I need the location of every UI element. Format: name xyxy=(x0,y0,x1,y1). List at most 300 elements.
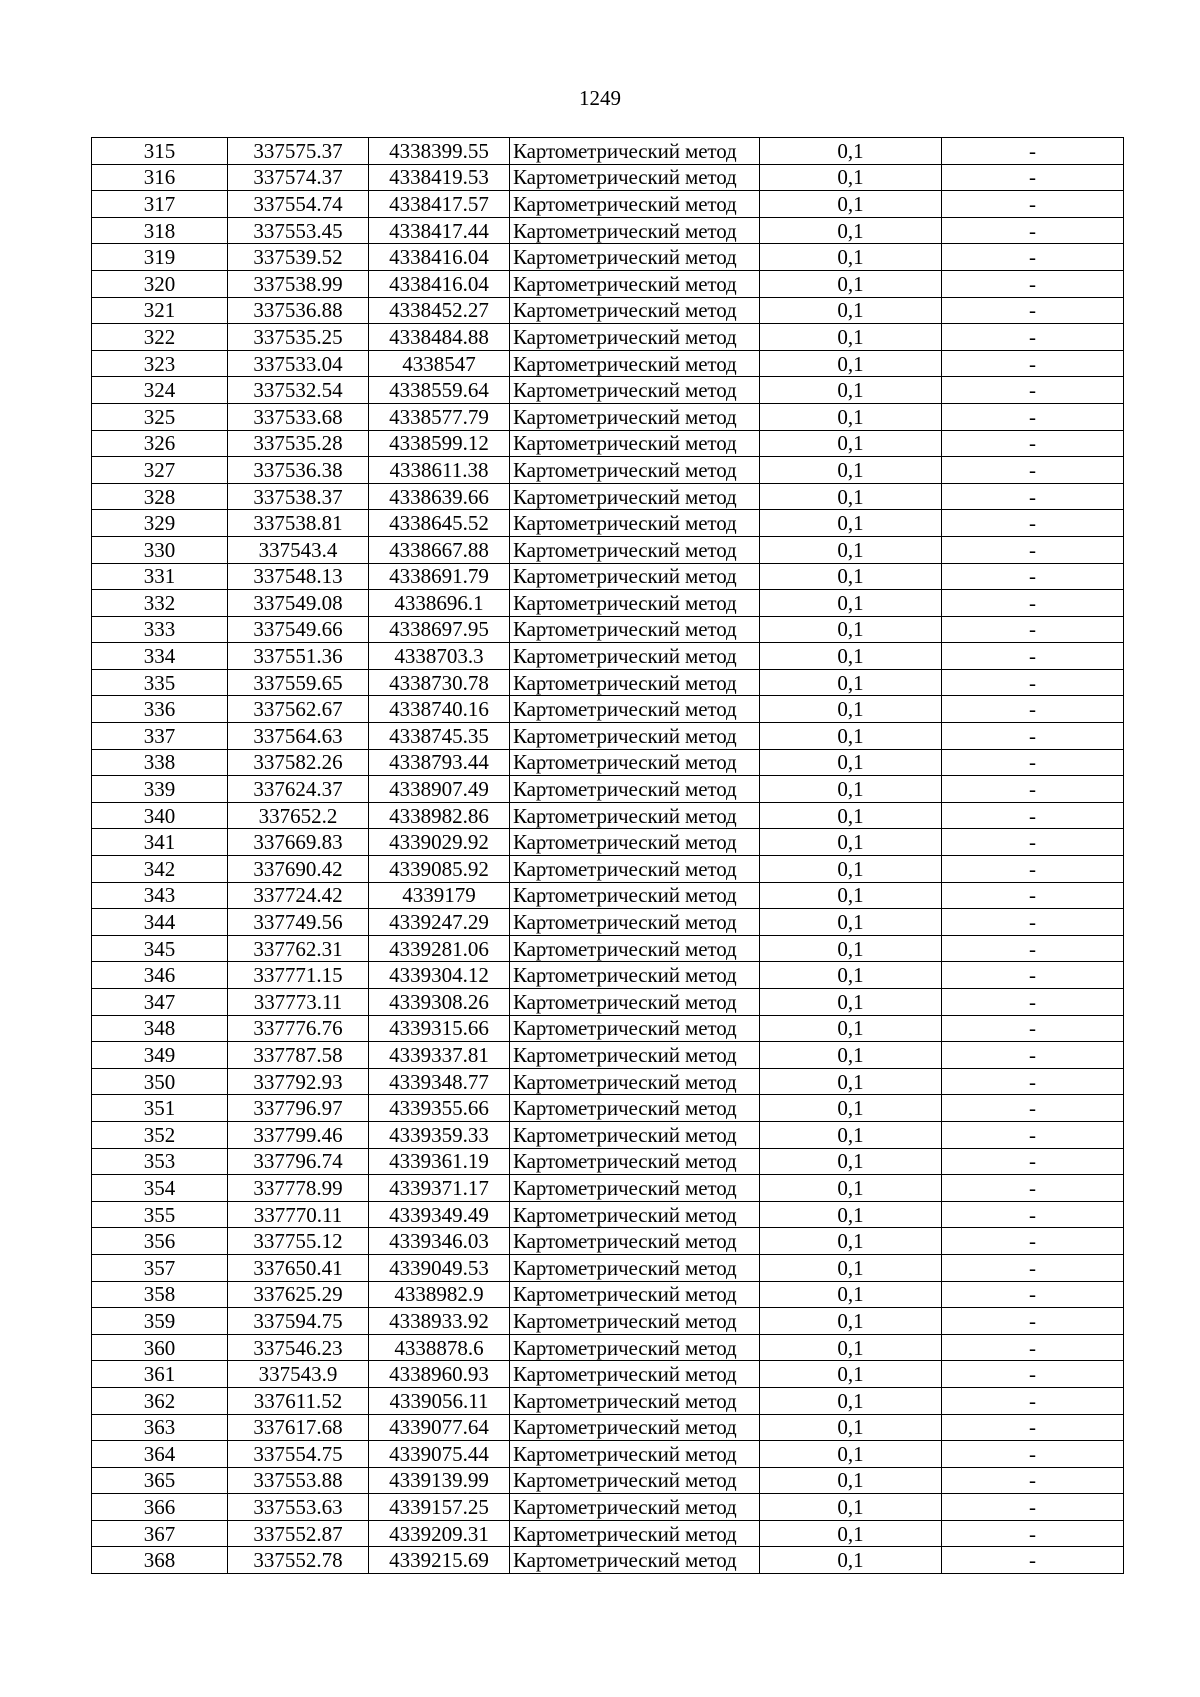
x-coordinate-cell: 337796.97 xyxy=(228,1095,369,1122)
accuracy-cell: 0,1 xyxy=(760,138,942,165)
accuracy-cell: 0,1 xyxy=(760,1015,942,1042)
note-cell: - xyxy=(942,856,1124,883)
point-number-cell: 354 xyxy=(92,1175,228,1202)
x-coordinate-cell: 337552.78 xyxy=(228,1547,369,1574)
table-row xyxy=(92,1042,1124,1069)
method-cell: Картометрический метод xyxy=(510,1254,760,1281)
note-cell: - xyxy=(942,1334,1124,1361)
x-coordinate-cell: 337776.76 xyxy=(228,1015,369,1042)
page-number: 1249 xyxy=(579,86,621,110)
note-cell: - xyxy=(942,510,1124,537)
y-coordinate-cell: 4339281.06 xyxy=(369,935,510,962)
table-row xyxy=(92,483,1124,510)
note-cell: - xyxy=(942,1387,1124,1414)
method-cell: Картометрический метод xyxy=(510,1148,760,1175)
table-row xyxy=(92,989,1124,1016)
y-coordinate-cell: 4339085.92 xyxy=(369,856,510,883)
accuracy-cell: 0,1 xyxy=(760,1254,942,1281)
method-cell: Картометрический метод xyxy=(510,1441,760,1468)
method-cell: Картометрический метод xyxy=(510,935,760,962)
accuracy-cell: 0,1 xyxy=(760,696,942,723)
y-coordinate-cell: 4338703.3 xyxy=(369,643,510,670)
x-coordinate-cell: 337553.88 xyxy=(228,1467,369,1494)
method-cell: Картометрический метод xyxy=(510,1547,760,1574)
table-row xyxy=(92,696,1124,723)
accuracy-cell: 0,1 xyxy=(760,1520,942,1547)
accuracy-cell: 0,1 xyxy=(760,935,942,962)
accuracy-cell: 0,1 xyxy=(760,616,942,643)
accuracy-cell: 0,1 xyxy=(760,1281,942,1308)
accuracy-cell: 0,1 xyxy=(760,1494,942,1521)
y-coordinate-cell: 4338667.88 xyxy=(369,536,510,563)
y-coordinate-cell: 4339361.19 xyxy=(369,1148,510,1175)
y-coordinate-cell: 4339304.12 xyxy=(369,962,510,989)
y-coordinate-cell: 4339029.92 xyxy=(369,829,510,856)
x-coordinate-cell: 337611.52 xyxy=(228,1387,369,1414)
table-row xyxy=(92,802,1124,829)
y-coordinate-cell: 4338599.12 xyxy=(369,430,510,457)
table-row xyxy=(92,324,1124,351)
note-cell: - xyxy=(942,1254,1124,1281)
note-cell: - xyxy=(942,1467,1124,1494)
note-cell: - xyxy=(942,297,1124,324)
note-cell: - xyxy=(942,1361,1124,1388)
accuracy-cell: 0,1 xyxy=(760,563,942,590)
y-coordinate-cell: 4339359.33 xyxy=(369,1121,510,1148)
method-cell: Картометрический метод xyxy=(510,1201,760,1228)
table-row xyxy=(92,297,1124,324)
point-number-cell: 329 xyxy=(92,510,228,537)
x-coordinate-cell: 337770.11 xyxy=(228,1201,369,1228)
note-cell: - xyxy=(942,1414,1124,1441)
table-row xyxy=(92,935,1124,962)
y-coordinate-cell: 4338419.53 xyxy=(369,164,510,191)
accuracy-cell: 0,1 xyxy=(760,590,942,617)
x-coordinate-cell: 337594.75 xyxy=(228,1308,369,1335)
table-row xyxy=(92,1068,1124,1095)
table-row xyxy=(92,829,1124,856)
method-cell: Картометрический метод xyxy=(510,1361,760,1388)
x-coordinate-cell: 337762.31 xyxy=(228,935,369,962)
table-row xyxy=(92,616,1124,643)
note-cell: - xyxy=(942,590,1124,617)
x-coordinate-cell: 337538.99 xyxy=(228,270,369,297)
table-row xyxy=(92,749,1124,776)
x-coordinate-cell: 337582.26 xyxy=(228,749,369,776)
note-cell: - xyxy=(942,350,1124,377)
accuracy-cell: 0,1 xyxy=(760,1361,942,1388)
table-row xyxy=(92,1095,1124,1122)
y-coordinate-cell: 4338960.93 xyxy=(369,1361,510,1388)
y-coordinate-cell: 4339355.66 xyxy=(369,1095,510,1122)
method-cell: Картометрический метод xyxy=(510,1042,760,1069)
y-coordinate-cell: 4339348.77 xyxy=(369,1068,510,1095)
y-coordinate-cell: 4338730.78 xyxy=(369,669,510,696)
method-cell: Картометрический метод xyxy=(510,457,760,484)
table-row xyxy=(92,457,1124,484)
point-number-cell: 360 xyxy=(92,1334,228,1361)
y-coordinate-cell: 4338907.49 xyxy=(369,776,510,803)
point-number-cell: 328 xyxy=(92,483,228,510)
table-row xyxy=(92,563,1124,590)
point-number-cell: 356 xyxy=(92,1228,228,1255)
x-coordinate-cell: 337554.75 xyxy=(228,1441,369,1468)
x-coordinate-cell: 337787.58 xyxy=(228,1042,369,1069)
method-cell: Картометрический метод xyxy=(510,377,760,404)
x-coordinate-cell: 337532.54 xyxy=(228,377,369,404)
note-cell: - xyxy=(942,1494,1124,1521)
note-cell: - xyxy=(942,403,1124,430)
x-coordinate-cell: 337552.87 xyxy=(228,1520,369,1547)
y-coordinate-cell: 4339209.31 xyxy=(369,1520,510,1547)
method-cell: Картометрический метод xyxy=(510,776,760,803)
x-coordinate-cell: 337650.41 xyxy=(228,1254,369,1281)
y-coordinate-cell: 4338639.66 xyxy=(369,483,510,510)
y-coordinate-cell: 4339308.26 xyxy=(369,989,510,1016)
note-cell: - xyxy=(942,616,1124,643)
x-coordinate-cell: 337755.12 xyxy=(228,1228,369,1255)
x-coordinate-cell: 337536.88 xyxy=(228,297,369,324)
table-row xyxy=(92,377,1124,404)
accuracy-cell: 0,1 xyxy=(760,909,942,936)
note-cell: - xyxy=(942,749,1124,776)
note-cell: - xyxy=(942,909,1124,936)
method-cell: Картометрический метод xyxy=(510,1068,760,1095)
table-row xyxy=(92,191,1124,218)
x-coordinate-cell: 337539.52 xyxy=(228,244,369,271)
point-number-cell: 338 xyxy=(92,749,228,776)
table-row xyxy=(92,723,1124,750)
point-number-cell: 358 xyxy=(92,1281,228,1308)
table-row xyxy=(92,1015,1124,1042)
y-coordinate-cell: 4338982.9 xyxy=(369,1281,510,1308)
accuracy-cell: 0,1 xyxy=(760,962,942,989)
accuracy-cell: 0,1 xyxy=(760,1068,942,1095)
table-row xyxy=(92,1547,1124,1574)
table-row xyxy=(92,1148,1124,1175)
point-number-cell: 327 xyxy=(92,457,228,484)
note-cell: - xyxy=(942,1042,1124,1069)
x-coordinate-cell: 337575.37 xyxy=(228,138,369,165)
method-cell: Картометрический метод xyxy=(510,1387,760,1414)
y-coordinate-cell: 4339139.99 xyxy=(369,1467,510,1494)
y-coordinate-cell: 4338484.88 xyxy=(369,324,510,351)
y-coordinate-cell: 4338416.04 xyxy=(369,270,510,297)
note-cell: - xyxy=(942,1547,1124,1574)
table-row xyxy=(92,856,1124,883)
accuracy-cell: 0,1 xyxy=(760,217,942,244)
accuracy-cell: 0,1 xyxy=(760,1175,942,1202)
x-coordinate-cell: 337669.83 xyxy=(228,829,369,856)
point-number-cell: 344 xyxy=(92,909,228,936)
x-coordinate-cell: 337554.74 xyxy=(228,191,369,218)
table-row xyxy=(92,1387,1124,1414)
accuracy-cell: 0,1 xyxy=(760,1201,942,1228)
accuracy-cell: 0,1 xyxy=(760,1308,942,1335)
note-cell: - xyxy=(942,935,1124,962)
note-cell: - xyxy=(942,563,1124,590)
note-cell: - xyxy=(942,430,1124,457)
method-cell: Картометрический метод xyxy=(510,696,760,723)
method-cell: Картометрический метод xyxy=(510,1494,760,1521)
x-coordinate-cell: 337538.81 xyxy=(228,510,369,537)
method-cell: Картометрический метод xyxy=(510,1121,760,1148)
y-coordinate-cell: 4338696.1 xyxy=(369,590,510,617)
x-coordinate-cell: 337543.4 xyxy=(228,536,369,563)
accuracy-cell: 0,1 xyxy=(760,723,942,750)
point-number-cell: 324 xyxy=(92,377,228,404)
x-coordinate-cell: 337536.38 xyxy=(228,457,369,484)
note-cell: - xyxy=(942,536,1124,563)
point-number-cell: 325 xyxy=(92,403,228,430)
table-row xyxy=(92,164,1124,191)
note-cell: - xyxy=(942,1095,1124,1122)
point-number-cell: 367 xyxy=(92,1520,228,1547)
accuracy-cell: 0,1 xyxy=(760,1387,942,1414)
y-coordinate-cell: 4338691.79 xyxy=(369,563,510,590)
point-number-cell: 347 xyxy=(92,989,228,1016)
note-cell: - xyxy=(942,457,1124,484)
table-row xyxy=(92,776,1124,803)
point-number-cell: 357 xyxy=(92,1254,228,1281)
y-coordinate-cell: 4339056.11 xyxy=(369,1387,510,1414)
point-number-cell: 353 xyxy=(92,1148,228,1175)
table-row xyxy=(92,1334,1124,1361)
accuracy-cell: 0,1 xyxy=(760,350,942,377)
table-row xyxy=(92,909,1124,936)
note-cell: - xyxy=(942,217,1124,244)
accuracy-cell: 0,1 xyxy=(760,1121,942,1148)
note-cell: - xyxy=(942,244,1124,271)
method-cell: Картометрический метод xyxy=(510,164,760,191)
note-cell: - xyxy=(942,1148,1124,1175)
accuracy-cell: 0,1 xyxy=(760,882,942,909)
method-cell: Картометрический метод xyxy=(510,510,760,537)
accuracy-cell: 0,1 xyxy=(760,510,942,537)
method-cell: Картометрический метод xyxy=(510,1467,760,1494)
method-cell: Картометрический метод xyxy=(510,882,760,909)
method-cell: Картометрический метод xyxy=(510,962,760,989)
method-cell: Картометрический метод xyxy=(510,297,760,324)
accuracy-cell: 0,1 xyxy=(760,191,942,218)
table-row xyxy=(92,1201,1124,1228)
x-coordinate-cell: 337773.11 xyxy=(228,989,369,1016)
x-coordinate-cell: 337535.28 xyxy=(228,430,369,457)
y-coordinate-cell: 4338417.44 xyxy=(369,217,510,244)
x-coordinate-cell: 337771.15 xyxy=(228,962,369,989)
y-coordinate-cell: 4338416.04 xyxy=(369,244,510,271)
y-coordinate-cell: 4338982.86 xyxy=(369,802,510,829)
method-cell: Картометрический метод xyxy=(510,1308,760,1335)
point-number-cell: 316 xyxy=(92,164,228,191)
accuracy-cell: 0,1 xyxy=(760,989,942,1016)
table-row xyxy=(92,270,1124,297)
y-coordinate-cell: 4338933.92 xyxy=(369,1308,510,1335)
x-coordinate-cell: 337553.45 xyxy=(228,217,369,244)
method-cell: Картометрический метод xyxy=(510,1281,760,1308)
point-number-cell: 355 xyxy=(92,1201,228,1228)
table-row xyxy=(92,1414,1124,1441)
y-coordinate-cell: 4339247.29 xyxy=(369,909,510,936)
table-row xyxy=(92,350,1124,377)
method-cell: Картометрический метод xyxy=(510,217,760,244)
point-number-cell: 334 xyxy=(92,643,228,670)
y-coordinate-cell: 4339315.66 xyxy=(369,1015,510,1042)
point-number-cell: 345 xyxy=(92,935,228,962)
x-coordinate-cell: 337564.63 xyxy=(228,723,369,750)
point-number-cell: 346 xyxy=(92,962,228,989)
accuracy-cell: 0,1 xyxy=(760,483,942,510)
y-coordinate-cell: 4339349.49 xyxy=(369,1201,510,1228)
table-row xyxy=(92,1361,1124,1388)
point-number-cell: 343 xyxy=(92,882,228,909)
x-coordinate-cell: 337652.2 xyxy=(228,802,369,829)
table-row xyxy=(92,1494,1124,1521)
point-number-cell: 363 xyxy=(92,1414,228,1441)
method-cell: Картометрический метод xyxy=(510,1175,760,1202)
table-row xyxy=(92,536,1124,563)
y-coordinate-cell: 4338417.57 xyxy=(369,191,510,218)
x-coordinate-cell: 337792.93 xyxy=(228,1068,369,1095)
method-cell: Картометрический метод xyxy=(510,563,760,590)
point-number-cell: 339 xyxy=(92,776,228,803)
point-number-cell: 337 xyxy=(92,723,228,750)
point-number-cell: 366 xyxy=(92,1494,228,1521)
note-cell: - xyxy=(942,989,1124,1016)
point-number-cell: 352 xyxy=(92,1121,228,1148)
y-coordinate-cell: 4338452.27 xyxy=(369,297,510,324)
method-cell: Картометрический метод xyxy=(510,723,760,750)
accuracy-cell: 0,1 xyxy=(760,856,942,883)
method-cell: Картометрический метод xyxy=(510,989,760,1016)
x-coordinate-cell: 337549.66 xyxy=(228,616,369,643)
note-cell: - xyxy=(942,270,1124,297)
y-coordinate-cell: 4338559.64 xyxy=(369,377,510,404)
method-cell: Картометрический метод xyxy=(510,138,760,165)
x-coordinate-cell: 337625.29 xyxy=(228,1281,369,1308)
note-cell: - xyxy=(942,776,1124,803)
note-cell: - xyxy=(942,882,1124,909)
x-coordinate-cell: 337549.08 xyxy=(228,590,369,617)
point-number-cell: 349 xyxy=(92,1042,228,1069)
note-cell: - xyxy=(942,191,1124,218)
note-cell: - xyxy=(942,377,1124,404)
x-coordinate-cell: 337690.42 xyxy=(228,856,369,883)
y-coordinate-cell: 4338645.52 xyxy=(369,510,510,537)
accuracy-cell: 0,1 xyxy=(760,1467,942,1494)
point-number-cell: 332 xyxy=(92,590,228,617)
note-cell: - xyxy=(942,829,1124,856)
accuracy-cell: 0,1 xyxy=(760,403,942,430)
point-number-cell: 331 xyxy=(92,563,228,590)
point-number-cell: 335 xyxy=(92,669,228,696)
point-number-cell: 365 xyxy=(92,1467,228,1494)
note-cell: - xyxy=(942,696,1124,723)
note-cell: - xyxy=(942,138,1124,165)
method-cell: Картометрический метод xyxy=(510,430,760,457)
accuracy-cell: 0,1 xyxy=(760,536,942,563)
point-number-cell: 317 xyxy=(92,191,228,218)
note-cell: - xyxy=(942,1015,1124,1042)
method-cell: Картометрический метод xyxy=(510,1228,760,1255)
accuracy-cell: 0,1 xyxy=(760,457,942,484)
x-coordinate-cell: 337778.99 xyxy=(228,1175,369,1202)
table-row xyxy=(92,1175,1124,1202)
note-cell: - xyxy=(942,1201,1124,1228)
accuracy-cell: 0,1 xyxy=(760,1095,942,1122)
table-row xyxy=(92,1121,1124,1148)
accuracy-cell: 0,1 xyxy=(760,1547,942,1574)
note-cell: - xyxy=(942,723,1124,750)
accuracy-cell: 0,1 xyxy=(760,1228,942,1255)
y-coordinate-cell: 4338745.35 xyxy=(369,723,510,750)
y-coordinate-cell: 4338697.95 xyxy=(369,616,510,643)
note-cell: - xyxy=(942,962,1124,989)
method-cell: Картометрический метод xyxy=(510,669,760,696)
note-cell: - xyxy=(942,1121,1124,1148)
table-row xyxy=(92,1441,1124,1468)
point-number-cell: 341 xyxy=(92,829,228,856)
note-cell: - xyxy=(942,1228,1124,1255)
point-number-cell: 350 xyxy=(92,1068,228,1095)
point-number-cell: 342 xyxy=(92,856,228,883)
note-cell: - xyxy=(942,643,1124,670)
note-cell: - xyxy=(942,324,1124,351)
table-row xyxy=(92,510,1124,537)
note-cell: - xyxy=(942,164,1124,191)
x-coordinate-cell: 337617.68 xyxy=(228,1414,369,1441)
table-row xyxy=(92,1467,1124,1494)
x-coordinate-cell: 337553.63 xyxy=(228,1494,369,1521)
x-coordinate-cell: 337538.37 xyxy=(228,483,369,510)
method-cell: Картометрический метод xyxy=(510,856,760,883)
y-coordinate-cell: 4339077.64 xyxy=(369,1414,510,1441)
point-number-cell: 362 xyxy=(92,1387,228,1414)
method-cell: Картометрический метод xyxy=(510,403,760,430)
accuracy-cell: 0,1 xyxy=(760,1148,942,1175)
point-number-cell: 319 xyxy=(92,244,228,271)
method-cell: Картометрический метод xyxy=(510,1414,760,1441)
point-number-cell: 318 xyxy=(92,217,228,244)
x-coordinate-cell: 337749.56 xyxy=(228,909,369,936)
table-row xyxy=(92,430,1124,457)
point-number-cell: 364 xyxy=(92,1441,228,1468)
method-cell: Картометрический метод xyxy=(510,1095,760,1122)
table-row xyxy=(92,1520,1124,1547)
method-cell: Картометрический метод xyxy=(510,802,760,829)
accuracy-cell: 0,1 xyxy=(760,324,942,351)
table-row xyxy=(92,1228,1124,1255)
y-coordinate-cell: 4339215.69 xyxy=(369,1547,510,1574)
accuracy-cell: 0,1 xyxy=(760,1414,942,1441)
accuracy-cell: 0,1 xyxy=(760,164,942,191)
x-coordinate-cell: 337548.13 xyxy=(228,563,369,590)
table-row xyxy=(92,1281,1124,1308)
y-coordinate-cell: 4339075.44 xyxy=(369,1441,510,1468)
table-row xyxy=(92,403,1124,430)
table-row xyxy=(92,217,1124,244)
x-coordinate-cell: 337543.9 xyxy=(228,1361,369,1388)
y-coordinate-cell: 4339346.03 xyxy=(369,1228,510,1255)
method-cell: Картометрический метод xyxy=(510,1334,760,1361)
method-cell: Картометрический метод xyxy=(510,590,760,617)
note-cell: - xyxy=(942,802,1124,829)
y-coordinate-cell: 4338547 xyxy=(369,350,510,377)
accuracy-cell: 0,1 xyxy=(760,270,942,297)
x-coordinate-cell: 337551.36 xyxy=(228,643,369,670)
accuracy-cell: 0,1 xyxy=(760,430,942,457)
y-coordinate-cell: 4339371.17 xyxy=(369,1175,510,1202)
